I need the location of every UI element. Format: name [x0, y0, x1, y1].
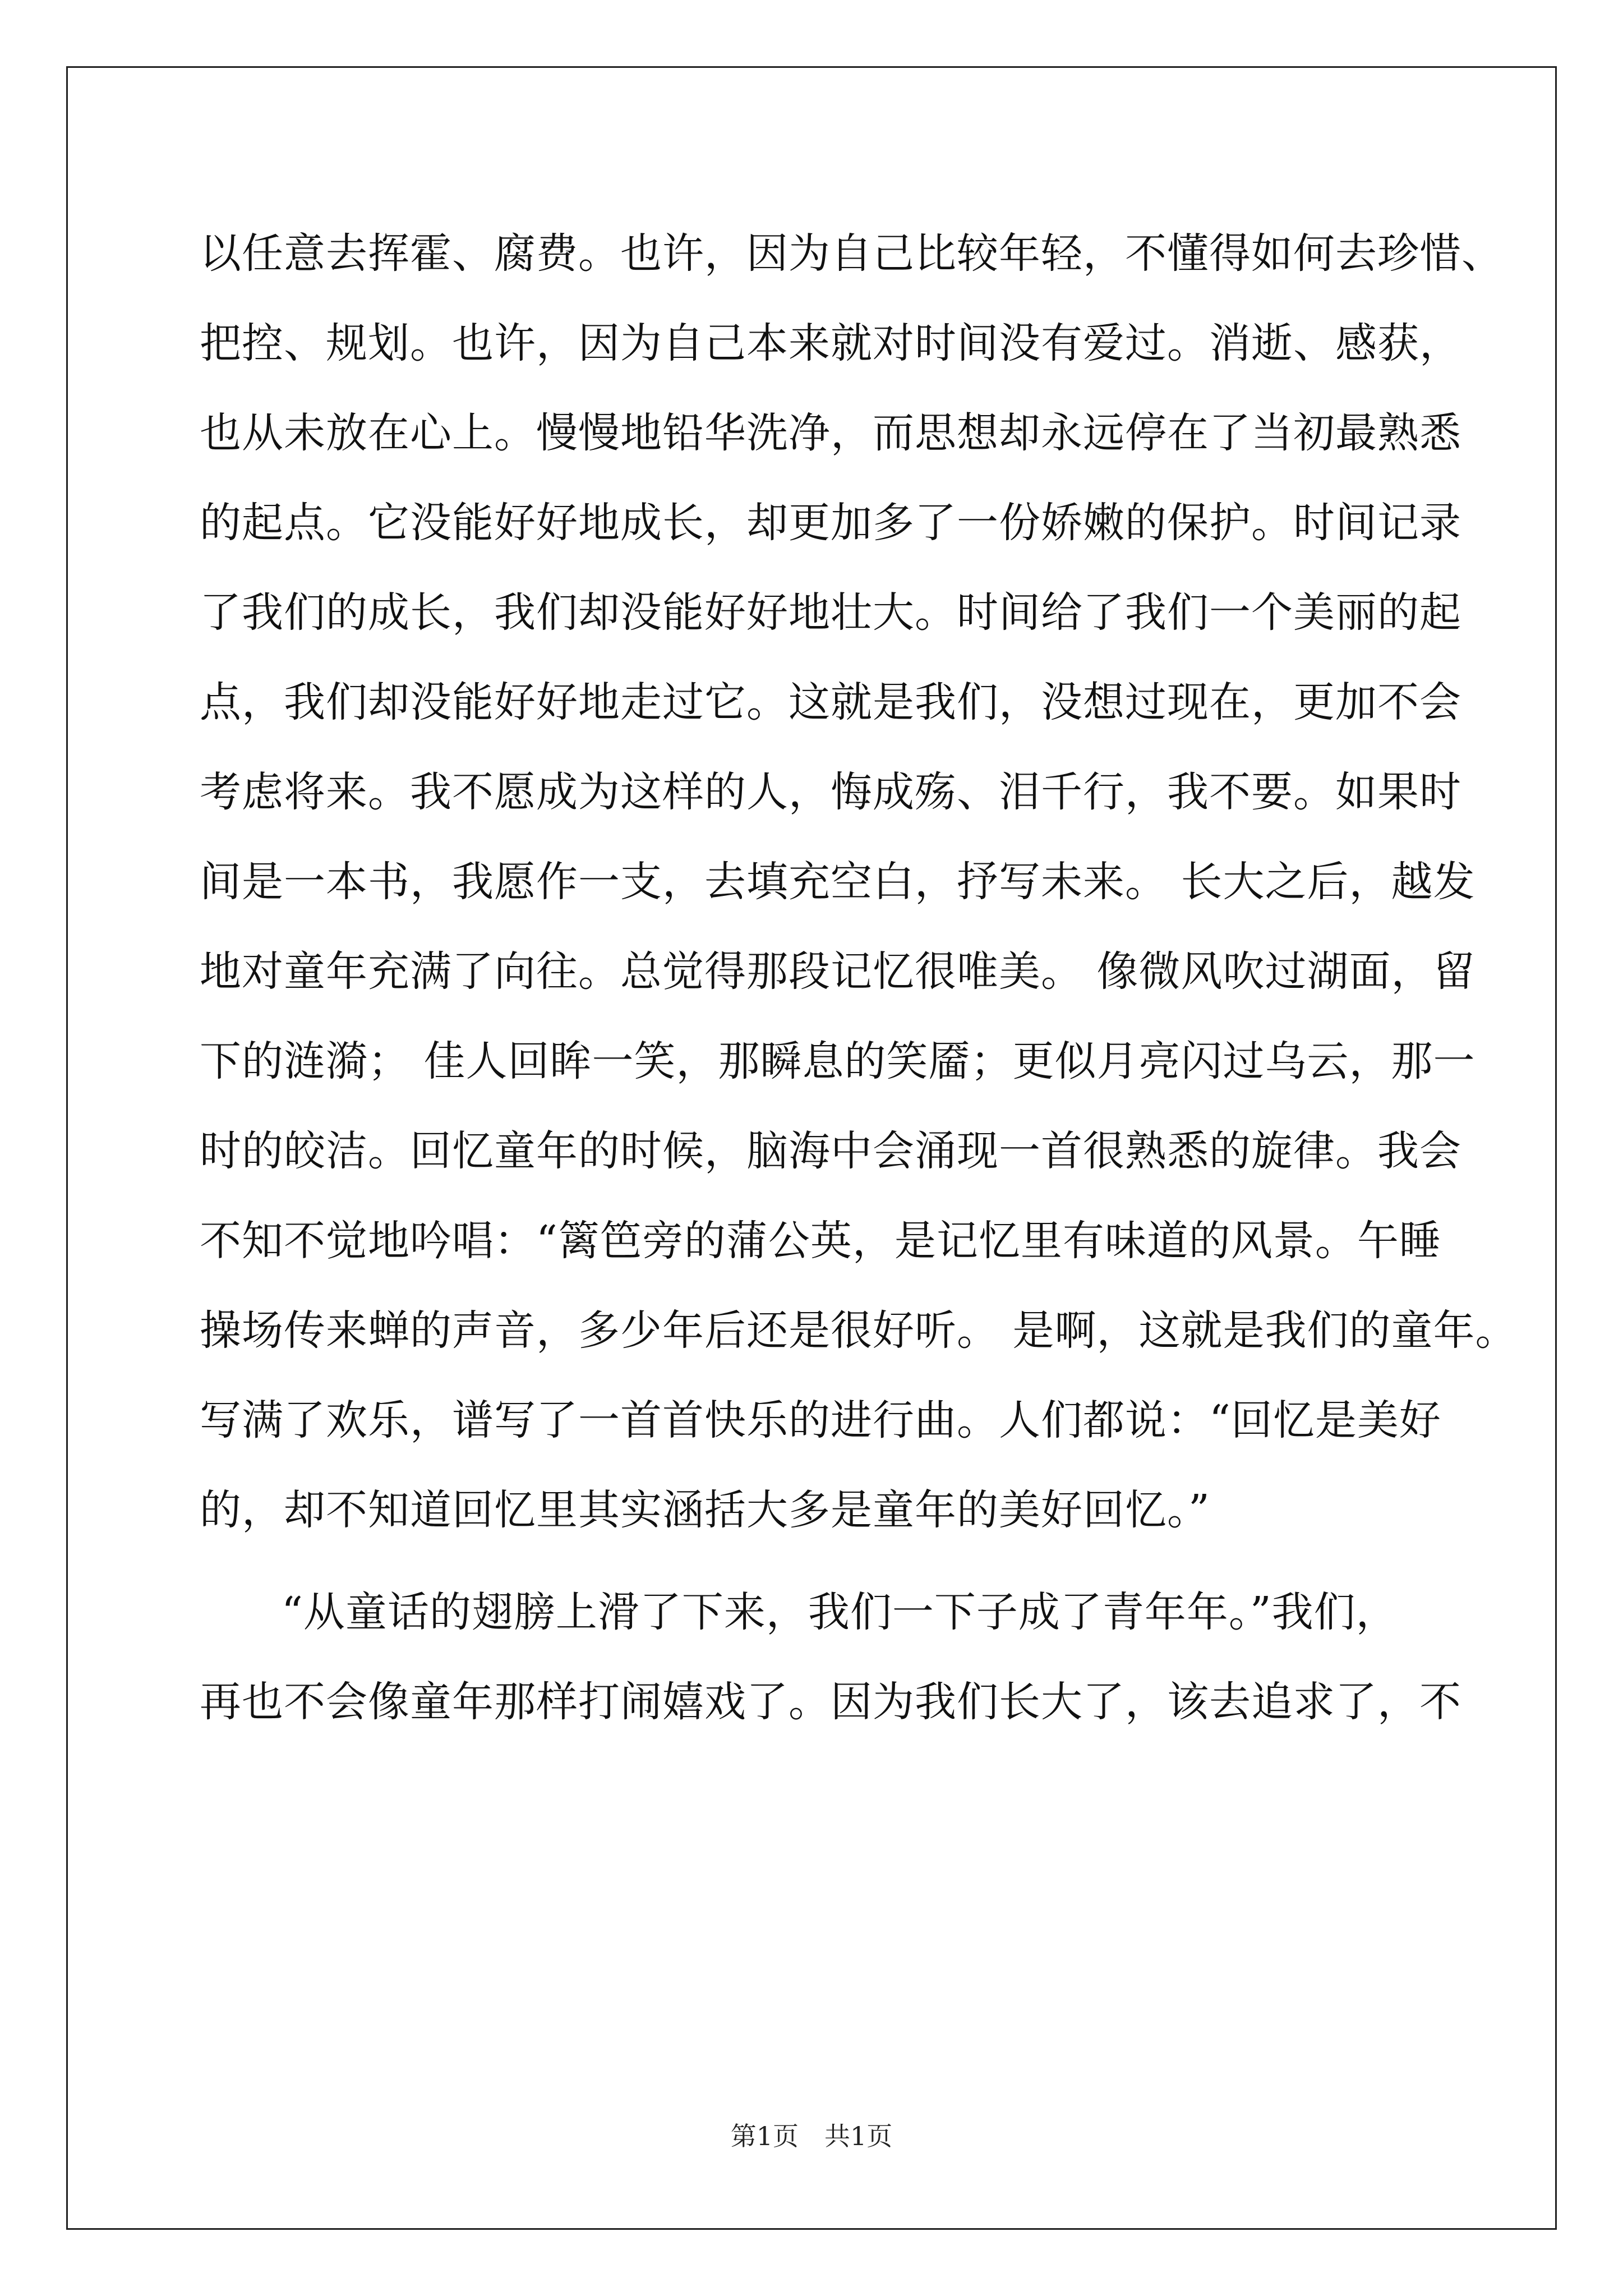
- text-line: 时的皎洁。回忆童年的时候，脑海中会涌现一首很熟悉的旋律。我会: [200, 1127, 1461, 1175]
- text-line: 地对童年充满了向往。总觉得那段记忆很唯美。 像微风吹过湖面，留: [200, 947, 1476, 996]
- text-line: “从童话的翅膀上滑了下来，我们一下子成了青年年。”我们，: [282, 1588, 1398, 1636]
- text-line: 不知不觉地吟唱：“篱笆旁的蒲公英，是记忆里有味道的风景。午睡: [200, 1217, 1441, 1265]
- text-line: 了我们的成长，我们却没能好好地壮大。时间给了我们一个美丽的起: [200, 588, 1461, 637]
- text-line: 考虑将来。我不愿成为这样的人，悔成殇、泪千行，我不要。如果时: [200, 768, 1461, 816]
- document-body: [200, 209, 1518, 1747]
- text-line: 写满了欢乐，谱写了一首首快乐的进行曲。人们都说：“回忆是美好: [200, 1396, 1441, 1444]
- text-line: 把控、规划。也许，因为自己本来就对时间没有爱过。消逝、感获，: [200, 319, 1461, 367]
- text-line: 也从未放在心上。慢慢地铅华洗净，而思想却永远停在了当初最熟悉: [200, 409, 1461, 457]
- text-line: 操场传来蝉的声音，多少年后还是很好听。 是啊，这就是我们的童年。: [200, 1306, 1518, 1355]
- text-line: 的，却不知道回忆里其实涵括大多是童年的美好回忆。”: [200, 1486, 1210, 1534]
- text-line: 间是一本书，我愿作一支，去填充空白，抒写未来。 长大之后，越发: [200, 858, 1476, 906]
- text-line: 以任意去挥霍、腐费。也许，因为自己比较年轻，不懂得如何去珍惜、: [200, 229, 1504, 278]
- paragraph-gap: [200, 1555, 1433, 1567]
- text-line: 下的涟漪； 佳人回眸一笑，那瞬息的笑靥；更似月亮闪过乌云，那一: [200, 1037, 1476, 1085]
- page-footer: 第1页 共1页: [730, 2121, 893, 2151]
- paragraph-1: [200, 209, 1518, 1555]
- text-line: 的起点。它没能好好地成长，却更加多了一份娇嫩的保护。时间记录: [200, 499, 1461, 547]
- text-line: 再也不会像童年那样打闹嬉戏了。因为我们长大了，该去追求了，不: [200, 1678, 1461, 1726]
- paragraph-2: [200, 1567, 1461, 1747]
- text-line: 点，我们却没能好好地走过它。这就是我们，没想过现在，更加不会: [200, 678, 1461, 726]
